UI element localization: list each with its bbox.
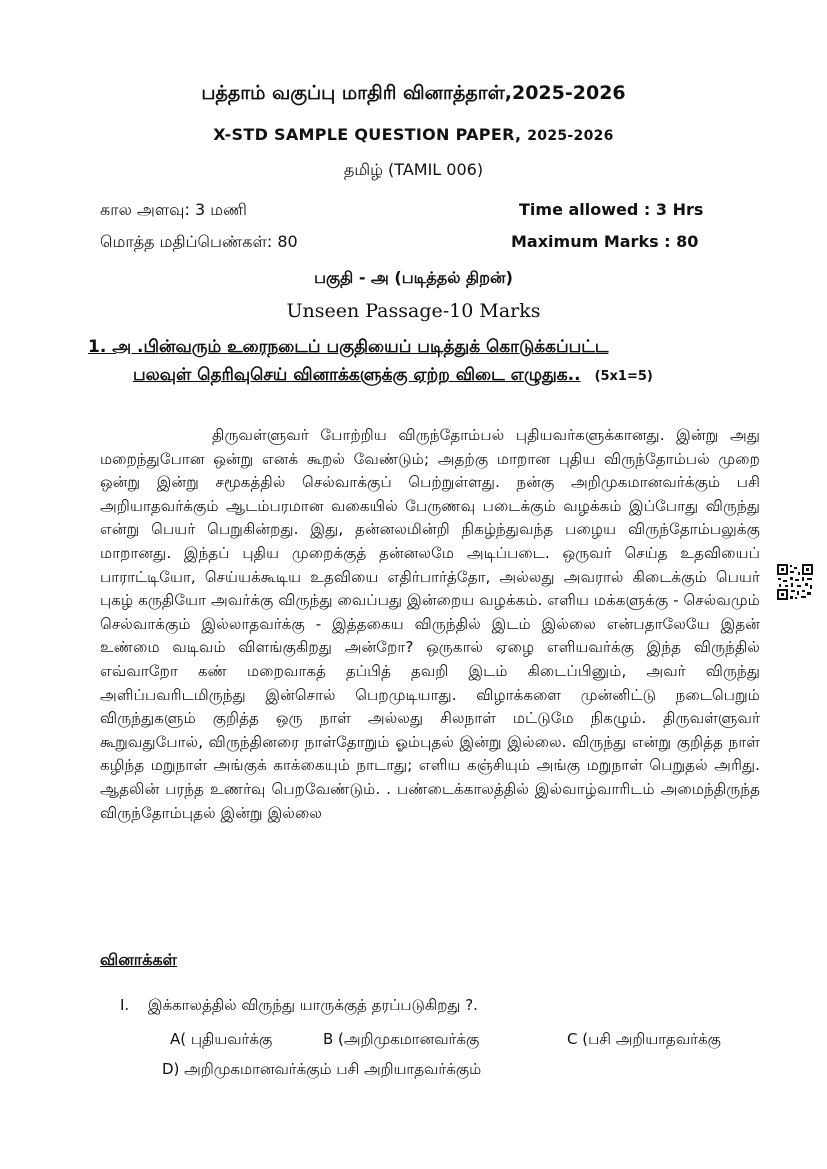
option-d: D) அறிமுகமானவர்க்கும் பசி அறியாதவர்க்கும் bbox=[162, 1060, 482, 1078]
question-1-marks: (5x1=5) bbox=[594, 369, 653, 384]
questions-heading: வினாக்கள் bbox=[100, 950, 177, 969]
max-marks-english: Maximum Marks : 80 bbox=[511, 232, 699, 251]
reading-passage: திருவள்ளுவர் போற்றிய விருந்தோம்பல் புதியவர்களுக்கானது. இன்று அது மறைந்துபோன ஒன்று எனக் கூறல் வேண்டும்; அதற்கு மாறான புதிய விருந்தோம்பல் முறை ஒன்று இன்று சமூகத்தில் செல்வாக்குப் பெற்றுள்ளது. நன்கு அறிமுகமானவர்க்கும் பசி அறியாதவர்க்கும் ஆடம்பரமான வகையில் பேருணவு படைக்கும் வழக்கம் இப்போது விருந்து என்று பெயர் பெறுகின்றது. இது, தன்னலமின்றி நிகழ்ந்துவந்த பழைய விருந்தோம்பலுக்கு மாறானது. இந்தப் புதிய முறைக்குத் தன்னலமே அடிப்படை. ஒருவர் செய்த உதவியைப் பாராட்டியோ, செய்யக்கூடிய உதவியை எதிர்பார்த்தோ, அல்லது அவரால் கிடைக்கும் பெயர் புகழ் கருதியோ அவர்க்கு விருந்து வைப்பது இன்றைய வழக்கம். எளிய மக்களுக்கு - செல்வமும் செல்வாக்கும் இல்லாதவர்க்கு - இத்தகைய விருந்தில் இடம் இல்லை என்பதாலேயே இதன் உண்மை வடிவம் விளங்குகிறது அன்றோ? ஒருகால் ஏழை எளியவர்க்கு இந்த விருந்தில் எவ்வாறோ கண் மறைவாகத் தப்பித் தவறி இடம் கிடைப்பினும், அவர் விருந்து அளிப்பவரிடமிருந்து இன்சொல் பெறமுடியாது. விழாக்களை முன்னிட்டு நடைபெறும் விருந்துகளும் குறித்த ஒரு நாள் அல்லது சிலநாள் மட்டுமே நிகழும். திருவள்ளுவர் கூறுவதுபோல், விருந்தினரை நாள்தோறும் ஓம்புதல் இன்று இல்லை. விருந்து என்று குறித்த நாள் கழிந்த மறுநாள் அங்குக் காக்கையும் நாடாது; எளிய கஞ்சியும் அங்கு மறுநாள் பெறுதல் அரிது. ஆதலின் பரந்த உணர்வு பெறவேண்டும். . பண்டைக்காலத்தில் இல்வாழ்வாரிடம் அமைந்திருந்த விருந்தோம்புதல் இன்று இல்லை bbox=[100, 426, 760, 822]
option-c: C (பசி அறியாதவர்க்கு bbox=[567, 1030, 721, 1048]
paper-title-english-text: X-STD SAMPLE QUESTION PAPER, bbox=[213, 125, 522, 144]
max-marks-tamil: மொத்த மதிப்பெண்கள்: 80 bbox=[100, 232, 298, 251]
unseen-passage-heading: Unseen Passage-10 Marks bbox=[286, 300, 541, 322]
paper-title-year: 2025-2026 bbox=[527, 128, 614, 144]
question-number: I. bbox=[120, 996, 130, 1014]
option-b: B (அறிமுகமானவர்க்கு bbox=[323, 1030, 480, 1048]
question-1-line-2 bbox=[133, 365, 653, 387]
question-1-line-2-text: பலவுள் தெரிவுசெய் வினாக்களுக்கு ஏற்ற விடை எழுதுக.. bbox=[133, 365, 581, 385]
paper-title-english bbox=[0, 125, 827, 144]
time-allowed-english: Time allowed : 3 Hrs bbox=[519, 200, 704, 219]
subject-line: தமிழ் (TAMIL 006) bbox=[343, 160, 484, 179]
qr-code-icon bbox=[776, 563, 814, 601]
paper-title-tamil: பத்தாம் வகுப்பு மாதிரி வினாத்தாள்,2025-2026 bbox=[201, 82, 626, 104]
option-a: A( புதியவர்க்கு bbox=[170, 1030, 273, 1048]
question-1-line-1: 1. அ .பின்வரும் உரைநடைப் பகுதியைப் படித்துக் கொடுக்கப்பட்ட bbox=[88, 337, 609, 357]
time-allowed-tamil: கால அளவு: 3 மணி bbox=[100, 200, 247, 219]
question-text: இக்காலத்தில் விருந்து யாருக்குத் தரப்படுகிறது ?. bbox=[148, 996, 478, 1014]
section-part-heading: பகுதி - அ (படித்தல் திறன்) bbox=[314, 268, 513, 287]
